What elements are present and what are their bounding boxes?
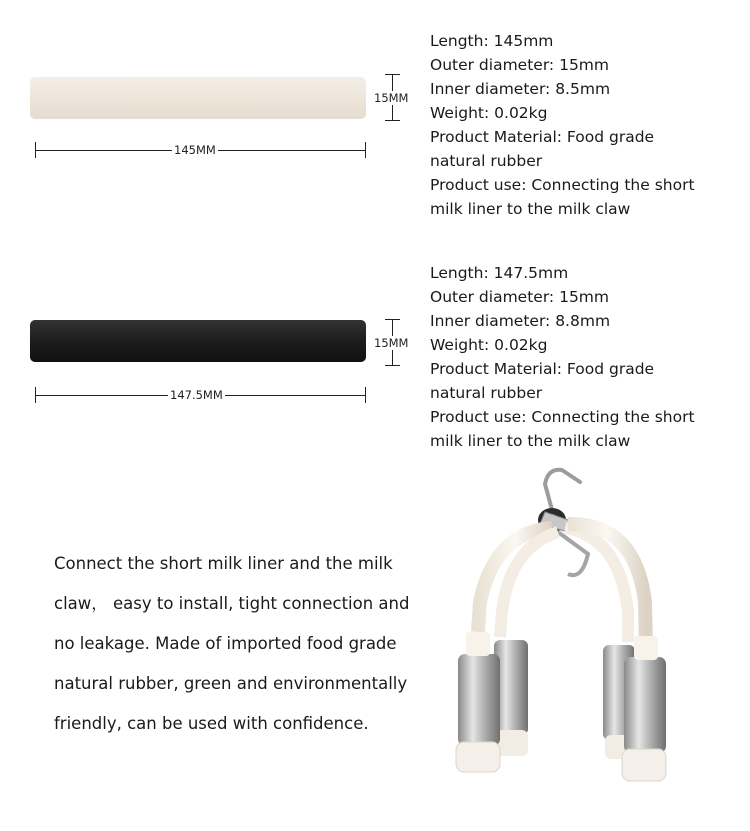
spec-line: Weight: 0.02kg — [430, 336, 548, 354]
spec-list-1 — [430, 29, 730, 221]
length-label: 145MM — [174, 143, 216, 157]
spec-line: milk liner to the milk claw — [430, 200, 631, 218]
diameter-bottom-tick — [385, 120, 400, 121]
diameter-top-tick — [385, 319, 400, 320]
product-description — [54, 544, 434, 744]
spec-line: Inner diameter: 8.8mm — [430, 312, 611, 330]
spec-line: Outer diameter: 15mm — [430, 288, 609, 306]
spec-line: Length: 145mm — [430, 32, 554, 50]
description-line: no leakage. Made of imported food grade — [54, 634, 397, 653]
diameter-top-tick — [385, 74, 400, 75]
milk-claw-image — [440, 462, 710, 792]
spec-line: Product use: Connecting the short — [430, 408, 695, 426]
spec-line: Product use: Connecting the short — [430, 176, 695, 194]
spec-list-2 — [430, 261, 730, 453]
description-line: Connect the short milk liner and the milk — [54, 554, 393, 573]
length-label: 147.5MM — [170, 388, 223, 402]
length-right-tick — [365, 387, 366, 403]
diameter-label: 15MM — [374, 91, 409, 105]
spec-line: Weight: 0.02kg — [430, 104, 548, 122]
spec-line: Product Material: Food grade — [430, 360, 655, 378]
spec-line: Product Material: Food grade — [430, 128, 655, 146]
spec-line: natural rubber — [430, 152, 543, 170]
spec-line: Inner diameter: 8.5mm — [430, 80, 611, 98]
black-rubber-tube — [30, 320, 366, 362]
diameter-label: 15MM — [374, 336, 409, 350]
diameter-bottom-tick — [385, 365, 400, 366]
description-line: claw， easy to install, tight connection and — [54, 594, 410, 613]
description-line: natural rubber, green and environmentally — [54, 674, 408, 693]
description-line: friendly, can be used with confidence. — [54, 714, 369, 733]
length-right-tick — [365, 142, 366, 158]
spec-line: milk liner to the milk claw — [430, 432, 631, 450]
spec-line: Length: 147.5mm — [430, 264, 569, 282]
spec-line: Outer diameter: 15mm — [430, 56, 609, 74]
white-rubber-tube — [30, 77, 366, 119]
spec-line: natural rubber — [430, 384, 543, 402]
